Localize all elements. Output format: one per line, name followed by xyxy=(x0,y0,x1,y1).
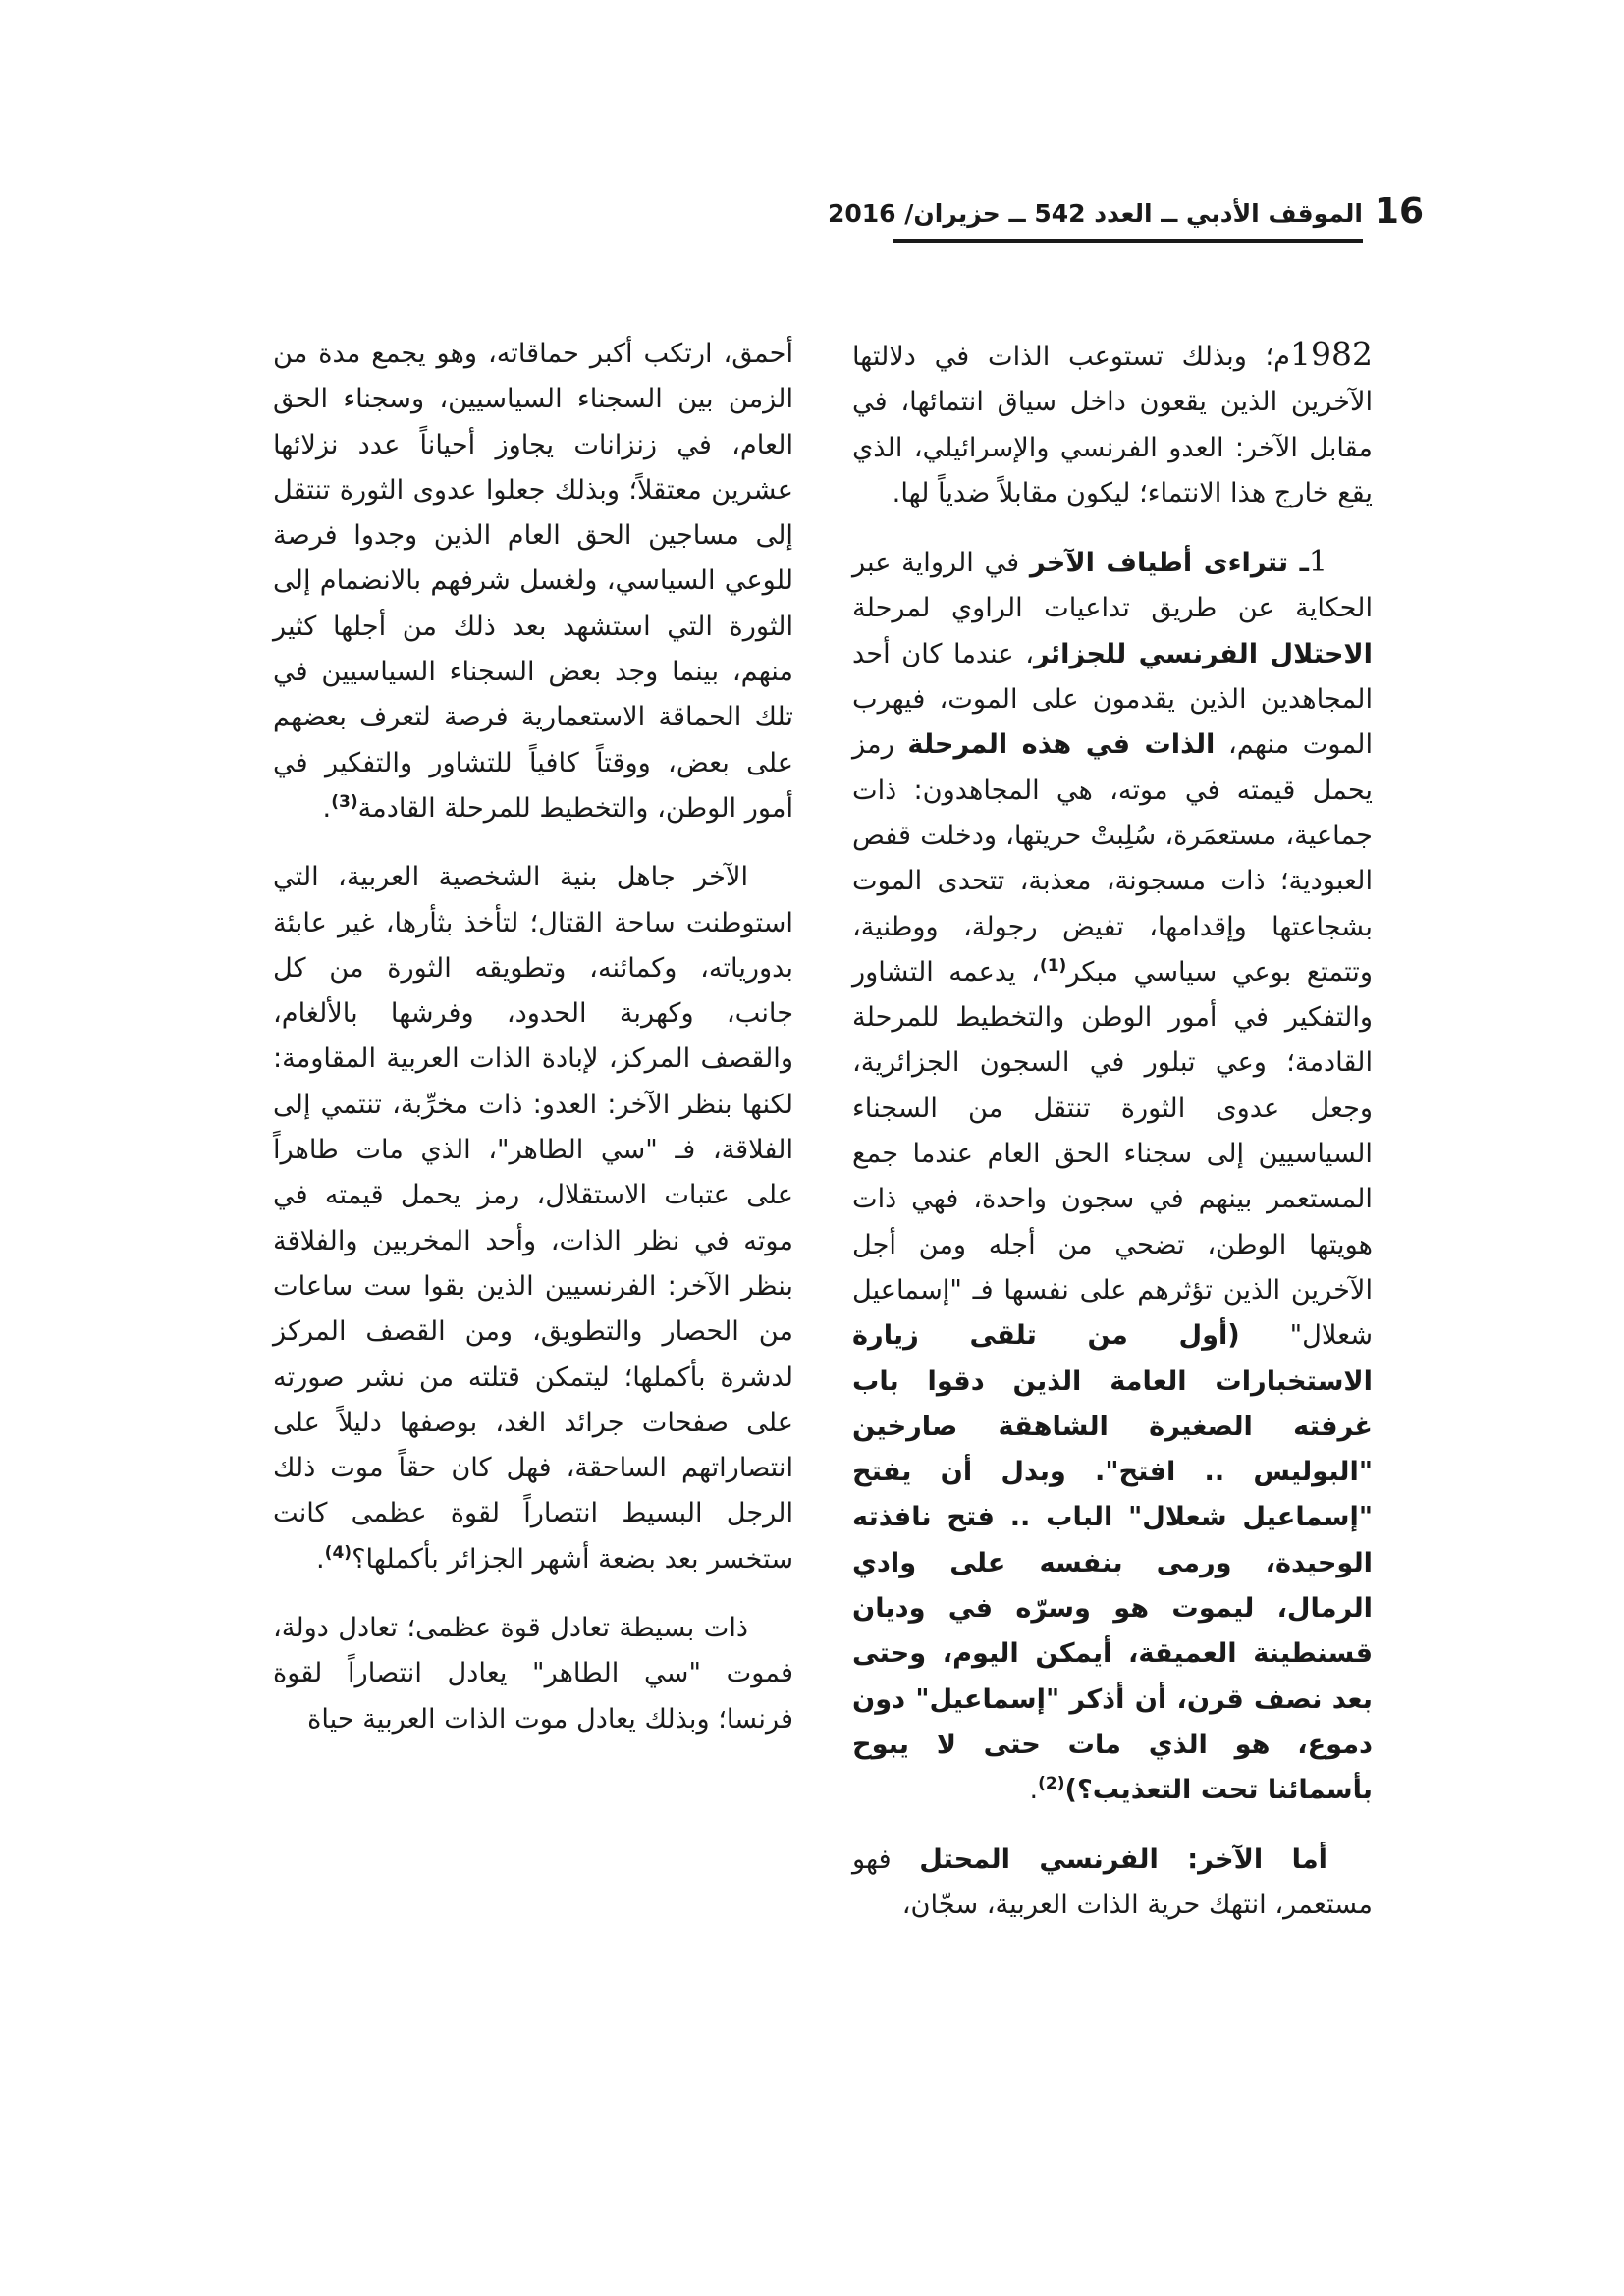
running-header xyxy=(827,191,1424,246)
running-title: الموقف الأدبي ــ العدد 542 ــ حزيران/ 2016 xyxy=(827,199,1363,228)
emphasis-text: الذات في هذه المرحلة xyxy=(907,729,1216,761)
paragraph-text: أحمق، ارتكب أكبر حماقاته، وهو يجمع مدة من الزمن بين السجناء السياسيين، وسجناء الحق العام، في زنزانات يجاوز أحياناً عدد نزلائها عشرين معتقلاً؛ وبذلك جعلوا عدوى الثورة تنتقل إلى مساجين الحق العام الذين وجدوا فرصة للوعي السياسي، ولغسل شرفهم بالانضمام إلى الثورة التي استشهد بعد ذلك من أجلها كثير منهم، بينما وجد بعض السجناء السياسيين في تلك الحماقة الاستعمارية فرصة لتعرف بعضهم على بعض، ووقتاً كافياً للتشاور والتفكير في أمور الوطن، والتخطيط للمرحلة القادمة xyxy=(273,339,793,824)
footnote-ref-2[interactable]: (2) xyxy=(1038,1774,1065,1794)
header-rule xyxy=(893,239,1363,243)
paragraph-text: في الرواية عبر الحكاية عن طريق تداعيات الراوي لمرحلة xyxy=(852,548,1373,624)
paragraph-text: م؛ وبذلك تستوعب الذات في دلالتها الآخرين الذين يقعون داخل سياق انتمائها، في مقابل الآخر: العدو الفرنسي والإسرائيلي، الذي يقع خارج هذا الانتماء؛ ليكون مقابلاً ضدياً لها. xyxy=(852,342,1373,508)
paragraph-text: الآخر جاهل بنية الشخصية العربية، التي استوطنت ساحة القتال؛ لتأخذ بثأرها، غير عابئة بدورياته، وكمائنه، وتطويقه الثورة من كل جانب، وكهربة الحدود، وفرشها بالألغام، والقصف المركز، لإبادة الذات العربية المقاومة: لكنها بنظر الآخر: العدو: ذات مخرِّبة، تنتمي إلى الفلاقة، فـ "سي الطاهر"، الذي مات طاهراً على عتبات الاستقلال، رمز يحمل قيمته في موته في نظر الذات، وأحد المخربين والفلاقة بنظر الآخر: الفرنسيين الذين بقوا ست ساعات من الحصار والتطويق، ومن القصف المركز لدشرة بأكملها؛ ليتمكن قتلته من نشر صورته على صفحات جرائد الغد، بوصفها دليلاً على انتصاراتهم الساحقة، فهل كان حقاً موت ذلك الرجل البسيط انتصاراً لقوة عظمى كانت ستخسر بعد بضعة أشهر الجزائر بأكملها؟ xyxy=(273,862,793,1575)
left-column xyxy=(273,332,793,1742)
paragraph-text: ، عندما كان أحد المجاهدين الذين يقدمون على الموت، فيهرب الموت منهم، xyxy=(852,638,1373,761)
paragraph-end: . xyxy=(316,1543,325,1575)
paragraph-text: فهو مستعمر، انتهك حرية الذات العربية، سجّان، xyxy=(852,1843,1373,1920)
paragraph-specters-of-other xyxy=(852,540,1373,1813)
paragraph-french-occupier xyxy=(852,1838,1373,1929)
paragraph-end: . xyxy=(1029,1775,1039,1806)
paragraph-simple-self xyxy=(273,1606,793,1742)
emphasis-text: الاحتلال الفرنسي للجزائر xyxy=(1033,638,1373,669)
section-heading: أما الآخر: الفرنسي المحتل xyxy=(919,1843,1327,1875)
footnote-ref-3[interactable]: (3) xyxy=(331,791,358,812)
section-number: 1 xyxy=(1308,545,1327,580)
paragraph-text: رمز يحمل قيمته في موته، هي المجاهدون: ذات جماعية، مستعمَرة، سُلِبتْ حريتها، ودخلت قفص العبودية؛ ذات مسجونة، معذبة، تتحدى الموت بشجاعتها وإقدامها، تفيض رجولة، ووطنية، وتتمتع بوعي سياسي مبكر xyxy=(852,729,1373,988)
footnote-ref-1[interactable]: (1) xyxy=(1039,955,1067,976)
paragraph-foolish-occupier xyxy=(273,332,793,831)
footnote-ref-4[interactable]: (4) xyxy=(324,1542,352,1563)
page-number: 16 xyxy=(1374,191,1424,232)
year-number: 1982 xyxy=(1290,335,1373,373)
paragraph-ignorant-other xyxy=(273,855,793,1582)
paragraph-text: ، يدعمه التشاور والتفكير في أمور الوطن والتخطيط للمرحلة القادمة؛ وعي تبلور في السجون الجزائرية، وجعل عدوى الثورة تنتقل من السجناء السياسيين إلى سجناء الحق العام عندما جمع المستعمر بينهم في سجون واحدة، فهي ذات هويتها الوطن، تضحي من أجله ومن أجل الآخرين الذين تؤثرهم على نفسها فـ "إسماعيل شعلال" xyxy=(852,956,1373,1352)
paragraph-1982 xyxy=(852,332,1373,516)
section-heading: ـ تتراءى أطياف الآخر xyxy=(1029,548,1309,579)
paragraph-text: ذات بسيطة تعادل قوة عظمى؛ تعادل دولة، فموت "سي الطاهر" يعادل انتصاراً لقوة فرنسا؛ وبذلك يعادل موت الذات العربية حياة xyxy=(273,1613,793,1735)
paragraph-end: . xyxy=(322,792,332,824)
right-column xyxy=(852,332,1373,1928)
block-quote: (أول من تلقى زيارة الاستخبارات العامة الذين دقوا باب غرفته الصغيرة الشاهقة صارخين "البوليس .. افتح". وبدل أن يفتح "إسماعيل شعلال" الباب .. فتح نافذته الوحيدة، ورمى بنفسه على وادي الرمال، ليموت هو وسرّه في وديان قسنطينة العميقة، أيمكن اليوم، وحتى بعد نصف قرن، أن أذكر "إسماعيل" دون دموع، هو الذي مات حتى لا يبوح بأسمائنا تحت التعذيب؟) xyxy=(852,1320,1373,1806)
